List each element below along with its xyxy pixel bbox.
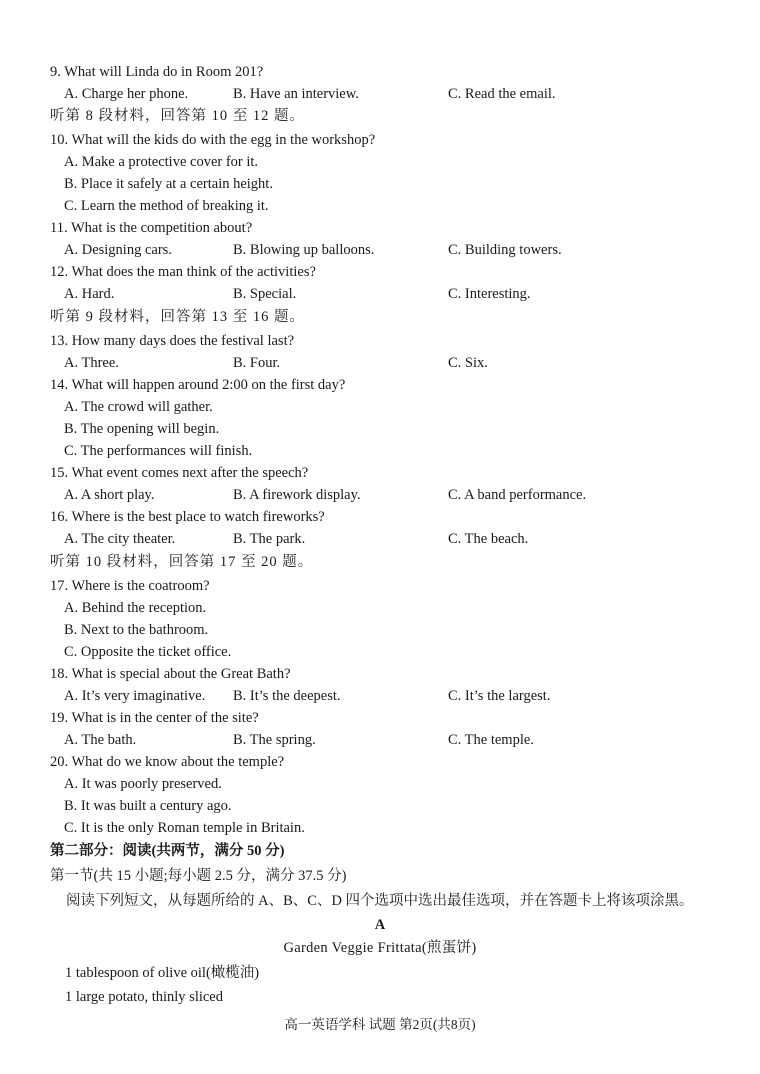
question-13-option-a: A. Three. [64,355,119,371]
question-19-option-b: B. The spring. [233,732,316,748]
question-18-option-c: C. It’s the largest. [448,688,551,704]
question-20-option-c: C. It is the only Roman temple in Britain. [64,820,305,836]
question-16-option-b: B. The park. [233,531,306,547]
question-16-stem: 16. Where is the best place to watch fireworks? [50,509,325,525]
ingredient-item: 1 tablespoon of olive oil(橄榄油) [65,965,260,981]
question-17-option-b: B. Next to the bathroom. [64,622,209,638]
question-11-stem: 11. What is the competition about? [50,220,253,236]
question-18-option-a: A. It’s very imaginative. [64,688,206,704]
question-20-stem: 20. What do we know about the temple? [50,754,285,770]
question-15-option-b: B. A firework display. [233,487,361,503]
question-14-option-a: A. The crowd will gather. [64,399,213,415]
listening-instruction-10: 听第 10 段材料，回答第 17 至 20 题。 [50,554,314,570]
question-13-option-b: B. Four. [233,355,281,371]
question-15-option-c: C. A band performance. [448,487,587,503]
question-19-option-c: C. The temple. [448,732,534,748]
question-17-stem: 17. Where is the coatroom? [50,578,210,594]
question-9-option-c: C. Read the email. [448,86,556,102]
question-14-option-c: C. The performances will finish. [64,443,253,459]
question-11-option-a: A. Designing cars. [64,242,172,258]
question-15-stem: 15. What event comes next after the speech? [50,465,309,481]
question-13-option-c: C. Six. [448,355,488,371]
question-10-option-a: A. Make a protective cover for it. [64,154,259,170]
question-10-option-c: C. Learn the method of breaking it. [64,198,269,214]
question-10-option-b: B. Place it safely at a certain height. [64,176,273,192]
part-2-heading: 第二部分：阅读(共两节，满分 50 分) [50,843,285,859]
recipe-title: Garden Veggie Frittata(煎蛋饼) [283,940,477,956]
question-9-option-b: B. Have an interview. [233,86,359,102]
listening-instruction-9: 听第 9 段材料，回答第 13 至 16 题。 [50,309,305,325]
section-1-heading: 第一节(共 15 小题;每小题 2.5 分，满分 37.5 分) [50,868,347,884]
question-19-option-a: A. The bath. [64,732,137,748]
question-9-stem: 9. What will Linda do in Room 201? [50,64,264,80]
question-18-option-b: B. It’s the deepest. [233,688,341,704]
question-10-stem: 10. What will the kids do with the egg in the workshop? [50,132,376,148]
reading-directions: 阅读下列短文，从每题所给的 A、B、C、D 四个选项中选出最佳选项，并在答题卡上将该项涂黑。 [66,893,694,909]
question-12-stem: 12. What does the man think of the activities? [50,264,316,280]
question-12-option-b: B. Special. [233,286,297,302]
question-11-option-b: B. Blowing up balloons. [233,242,375,258]
question-17-option-a: A. Behind the reception. [64,600,207,616]
listening-instruction-8: 听第 8 段材料，回答第 10 至 12 题。 [50,108,305,124]
passage-letter: A [374,917,386,933]
question-12-option-a: A. Hard. [64,286,115,302]
question-20-option-a: A. It was poorly preserved. [64,776,222,792]
question-12-option-c: C. Interesting. [448,286,531,302]
question-15-option-a: A. A short play. [64,487,155,503]
question-18-stem: 18. What is special about the Great Bath? [50,666,291,682]
question-13-stem: 13. How many days does the festival last? [50,333,295,349]
question-14-stem: 14. What will happen around 2:00 on the first day? [50,377,346,393]
question-17-option-c: C. Opposite the ticket office. [64,644,232,660]
question-9-option-a: A. Charge her phone. [64,86,189,102]
question-11-option-c: C. Building towers. [448,242,562,258]
ingredient-item: 1 large potato, thinly sliced [65,989,223,1005]
question-19-stem: 19. What is in the center of the site? [50,710,259,726]
question-14-option-b: B. The opening will begin. [64,421,220,437]
question-20-option-b: B. It was built a century ago. [64,798,232,814]
question-16-option-c: C. The beach. [448,531,529,547]
page-footer: 高一英语学科 试题 第2页(共8页) [284,1017,476,1032]
question-16-option-a: A. The city theater. [64,531,176,547]
